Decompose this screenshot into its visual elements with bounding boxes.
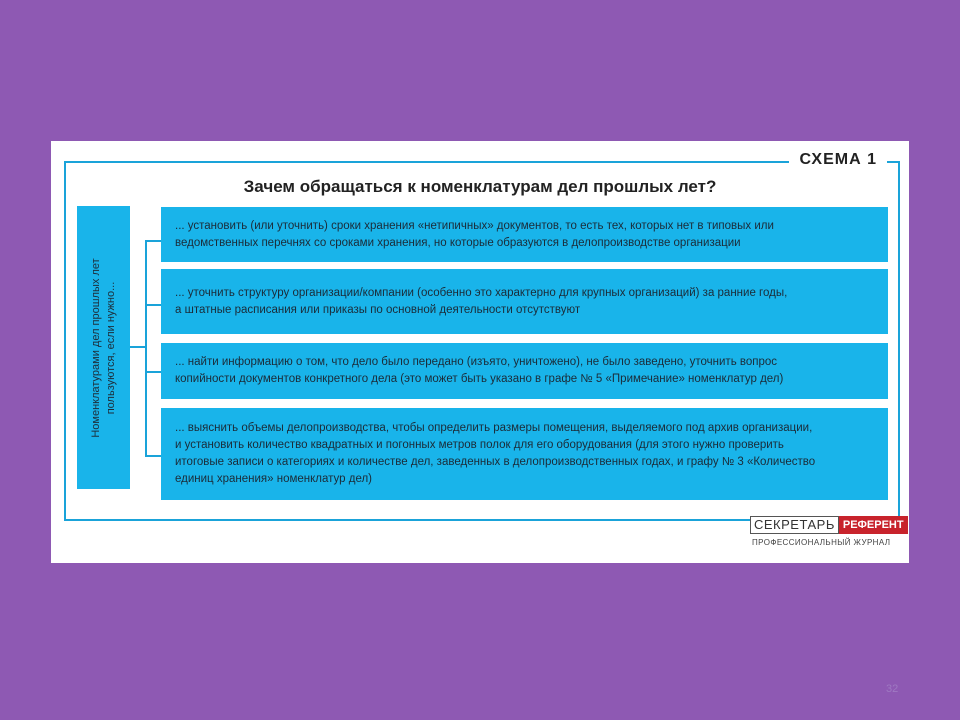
logo-part-1: СЕКРЕТАРЬ — [750, 516, 839, 534]
reason-box-4 — [161, 408, 888, 500]
left-box-text — [89, 258, 119, 437]
reason-4-line-2: и установить количество квадратных и погонных метров полок для его оборудования (для этого нужно проверить — [175, 439, 784, 451]
reason-4-line-3: итоговые записи о категориях и количестве дел, заведенных в делопроизводственных годах, и графу № 3 «Количество — [175, 456, 816, 468]
left-box — [77, 206, 130, 489]
bracket-line — [145, 240, 147, 457]
reason-3-line-1: ... найти информацию о том, что дело было передано (изъято, уничтожено), не было заведено, уточнить вопрос — [175, 356, 778, 368]
journal-logo — [750, 516, 908, 534]
bracket-tick-2 — [145, 304, 161, 306]
scheme-label: СХЕМА 1 — [789, 151, 887, 169]
scheme-title: Зачем обращаться к номенклатурам дел прошлых лет? — [243, 177, 717, 196]
reason-4-line-4: единиц хранения» номенклатур дел) — [175, 473, 372, 485]
left-box-line-1: Номенклатурами дел прошлых лет — [89, 257, 102, 438]
reason-2-line-1: ... уточнить структуру организации/компании (особенно это характерно для крупных организаций) за ранние годы, — [175, 286, 788, 299]
bracket-tick-3 — [145, 371, 161, 373]
reason-box-1 — [161, 207, 888, 262]
connector-line — [130, 346, 146, 348]
reason-1-line-2: ведомственных перечнях со сроками хранения, но которые образуются в делопроизводстве организации — [175, 236, 741, 249]
reason-4-line-1: ... выяснить объемы делопроизводства, чтобы определить размеры помещения, выделяемого под архив организации, — [175, 422, 813, 434]
logo-subtitle: ПРОФЕССИОНАЛЬНЫЙ ЖУРНАЛ — [752, 538, 891, 547]
page-number: 32 — [886, 683, 899, 695]
scheme-panel — [51, 141, 909, 563]
reason-3-line-2: копийности документов конкретного дела (это может быть указано в графе № 5 «Примечание» номенклатур дел) — [175, 373, 784, 385]
bracket-tick-4 — [145, 455, 161, 457]
reason-box-2 — [161, 269, 888, 334]
logo-part-2: РЕФЕРЕНТ — [839, 516, 908, 534]
left-box-line-2: пользуются, если нужно... — [104, 281, 117, 414]
reason-2-line-2: а штатные расписания или приказы по основной деятельности отсутствуют — [175, 303, 581, 316]
reason-1-line-1: ... установить (или уточнить) сроки хранения «нетипичных» документов, то есть тех, которых нет в типовых или — [175, 219, 774, 232]
bracket-tick-1 — [145, 240, 161, 242]
reason-box-3 — [161, 343, 888, 399]
